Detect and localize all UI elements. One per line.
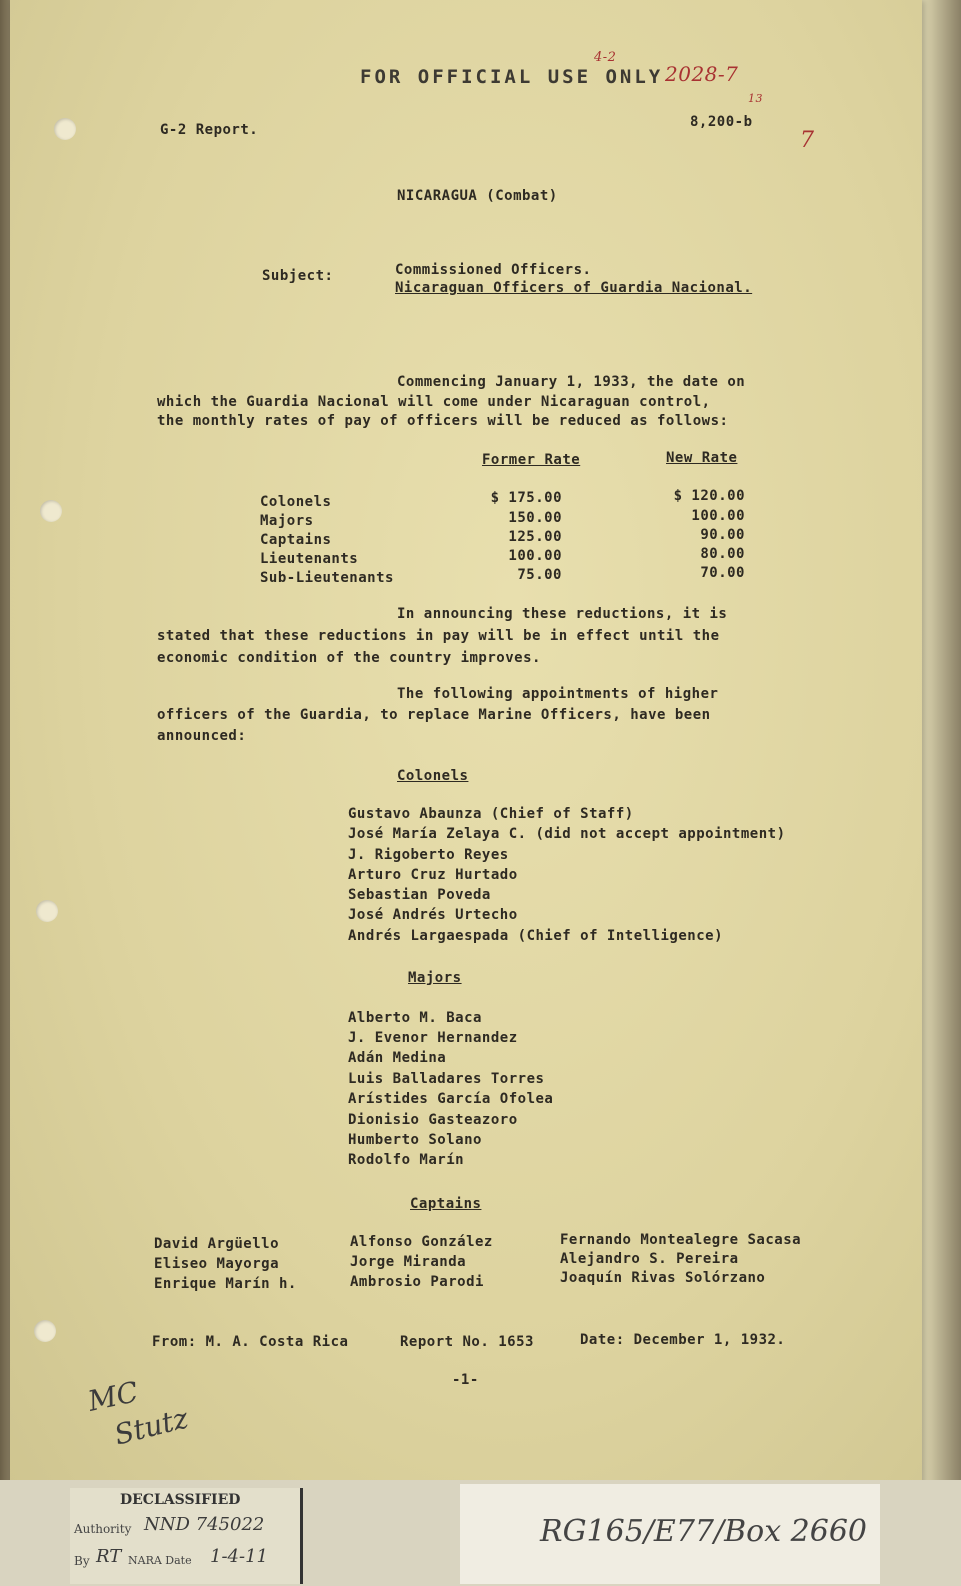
document-page [10,0,922,1492]
declassified-stamp [70,1488,303,1584]
nara-value: 1-4-11 [210,1546,268,1567]
official-use-stamp: FOR OFFICIAL USE ONLY [360,66,664,88]
rank-captains: Captains [260,532,332,548]
punch-hole [36,900,58,922]
captain-name: Enrique Marín h. [154,1276,297,1292]
captain-name: Fernando Montealegre Sacasa [560,1232,802,1248]
para2-line3: economic condition of the country improves. [157,650,541,666]
former-captains: 125.00 [508,529,562,545]
colonel-name: Sebastian Poveda [348,887,491,903]
major-name: Arístides García Ofolea [348,1091,554,1107]
para3-line2: officers of the Guardia, to replace Marine Officers, have been [157,707,711,723]
former-colonels: $ 175.00 [490,490,562,506]
subject-line-1: Commissioned Officers. [395,262,592,278]
handwritten-seven: 7 [800,128,815,153]
captains-heading: Captains [410,1196,482,1212]
footer-from: From: M. A. Costa Rica [152,1334,349,1350]
footer-report-no: Report No. 1653 [400,1334,534,1350]
report-type: G-2 Report. [160,122,259,138]
para2-line1: In announcing these reductions, it is [397,606,728,622]
colonels-heading: Colonels [397,768,469,784]
major-name: Luis Balladares Torres [348,1071,545,1087]
colonel-name: Arturo Cruz Hurtado [348,867,518,883]
para2-line2: stated that these reductions in pay will be in effect until the [157,628,720,644]
captain-name: David Argüello [154,1236,280,1252]
para1-line2: which the Guardia Nacional will come under Nicaraguan control, [157,394,711,410]
colonel-name: Andrés Largaespada (Chief of Intelligence) [348,928,724,944]
subject-label: Subject: [262,268,334,284]
new-lieutenants: 80.00 [700,546,745,562]
colonel-name: Gustavo Abaunza (Chief of Staff) [348,806,634,822]
col-former-rate: Former Rate [482,452,581,468]
major-name: Adán Medina [348,1050,447,1066]
col-new-rate: New Rate [666,450,738,466]
new-sub-lieutenants: 70.00 [700,565,745,581]
new-colonels: $ 120.00 [673,488,745,504]
major-name: J. Evenor Hernandez [348,1030,518,1046]
former-sub-lieutenants: 75.00 [517,567,562,583]
nara-label: NARA Date [128,1554,192,1567]
archive-ref: RG165/E77/Box 2660 [540,1514,868,1549]
footer-date: Date: December 1, 1932. [580,1332,786,1348]
para3-line3: announced: [157,728,247,744]
rank-colonels: Colonels [260,494,332,510]
former-majors: 150.00 [508,510,562,526]
authority-label: Authority [74,1522,132,1536]
captain-name: Ambrosio Parodi [350,1274,484,1290]
para1-line3: the monthly rates of pay of officers will be reduced as follows: [157,413,729,429]
majors-heading: Majors [408,970,462,986]
by-value: RT [96,1546,122,1567]
document-title: NICARAGUA (Combat) [397,188,558,204]
authority-value: NND 745022 [144,1514,265,1535]
colonel-name: José María Zelaya C. (did not accept appointment) [348,826,786,842]
colonel-name: J. Rigoberto Reyes [348,847,509,863]
subject-line-2: Nicaraguan Officers of Guardia Nacional. [395,280,753,296]
para3-line1: The following appointments of higher [397,686,719,702]
file-number: 8,200-b [690,114,753,130]
major-name: Dionisio Gasteazoro [348,1112,518,1128]
punch-hole [34,1320,56,1342]
captain-name: Alfonso González [350,1234,493,1250]
handwritten-note-line1: MC [85,1375,141,1418]
punch-hole [40,500,62,522]
rank-sub-lieutenants: Sub-Lieutenants [260,570,394,586]
captain-name: Alejandro S. Pereira [560,1251,739,1267]
by-label: By [74,1554,90,1568]
captain-name: Eliseo Mayorga [154,1256,280,1272]
punch-hole [54,118,76,140]
captain-name: Joaquín Rivas Solórzano [560,1270,766,1286]
archive-reference-label [460,1484,880,1584]
major-name: Rodolfo Marín [348,1152,465,1168]
rank-lieutenants: Lieutenants [260,551,359,567]
para1-line1: Commencing January 1, 1933, the date on [397,374,746,390]
colonel-name: José Andrés Urtecho [348,907,518,923]
captain-name: Jorge Miranda [350,1254,467,1270]
page-number: -1- [452,1372,479,1388]
rank-majors: Majors [260,513,314,529]
handwritten-ref: 2028-7 [665,62,739,86]
major-name: Alberto M. Baca [348,1010,482,1026]
former-lieutenants: 100.00 [508,548,562,564]
new-majors: 100.00 [691,508,745,524]
handwritten-mid: 13 [748,92,763,105]
handwritten-note-line2: Stutz [111,1401,192,1452]
declassified-title: DECLASSIFIED [120,1492,241,1508]
major-name: Humberto Solano [348,1132,482,1148]
handwritten-top: 4-2 [594,50,617,65]
new-captains: 90.00 [700,527,745,543]
